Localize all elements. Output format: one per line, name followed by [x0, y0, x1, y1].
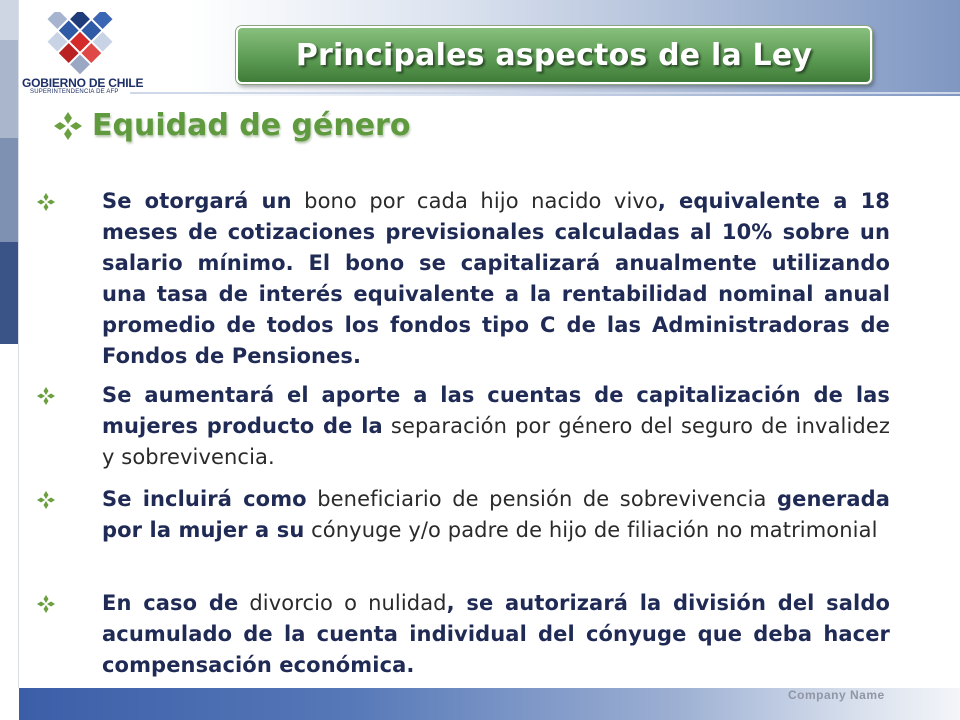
bullet-item-4: [36, 588, 890, 681]
logo-title: GOBIERNO DE CHILE: [22, 76, 144, 90]
section-heading-text: Equidad de género: [92, 108, 411, 143]
bullet-item-2: [36, 380, 890, 473]
bullet-4-seg-1: En caso de: [102, 591, 239, 615]
bullet-3-seg-3: generada por la mujer a su: [102, 487, 890, 542]
bullet-item-3: [36, 484, 890, 546]
bullet-4-seg-2: divorcio o nulidad: [238, 591, 447, 615]
bullet-text-1: [102, 186, 890, 372]
slide-title: Principales aspectos de la Ley: [295, 37, 813, 73]
bullet-2-seg-1: Se aumentará el aporte a las cuentas de capitalización de las mujeres producto de la: [102, 383, 890, 438]
bullet-item-1: [36, 186, 890, 372]
company-name: Company Name: [788, 688, 885, 702]
four-diamond-bullet-icon: [36, 594, 56, 614]
four-diamond-bullet-icon: [36, 386, 56, 406]
bullet-4-seg-3: , se autorizará la división del saldo acumulado de la cuenta individual del cónyuge que deba hacer compensación económica.: [102, 591, 890, 677]
bullet-1-seg-3: , equivalente a 18 meses de cotizaciones previsionales calculadas al 10% sobre un salario mínimo. El bono se capitalizará anualmente utilizando una tasa de interés equivalente a la rentabilidad nominal anual promedio de todos los fondos tipo C de las Administradoras de Fondos de Pensiones.: [102, 189, 891, 368]
bullet-text-4: [102, 588, 890, 681]
four-diamond-bullet-icon: [36, 192, 56, 212]
bullet-text-2: [102, 380, 890, 473]
bullet-3-seg-1: Se incluirá como: [102, 487, 307, 511]
bullet-1-seg-1: Se otorgará un: [102, 189, 292, 213]
bullet-text-3: [102, 484, 890, 546]
bullet-3-seg-2: beneficiario de pensión de sobrevivencia: [306, 487, 777, 511]
bullet-1-seg-2: bono por cada hijo nacido vivo: [291, 189, 658, 213]
logo-subtitle: SUPERINTENDENCIA DE AFP: [30, 89, 119, 95]
four-diamond-bullet-icon: [36, 490, 56, 510]
bullet-3-seg-4: cónyuge y/o padre de hijo de filiación no matrimonial: [304, 518, 878, 542]
bullet-2-seg-2: separación por género del seguro de invalidez y sobrevivencia.: [102, 414, 890, 469]
